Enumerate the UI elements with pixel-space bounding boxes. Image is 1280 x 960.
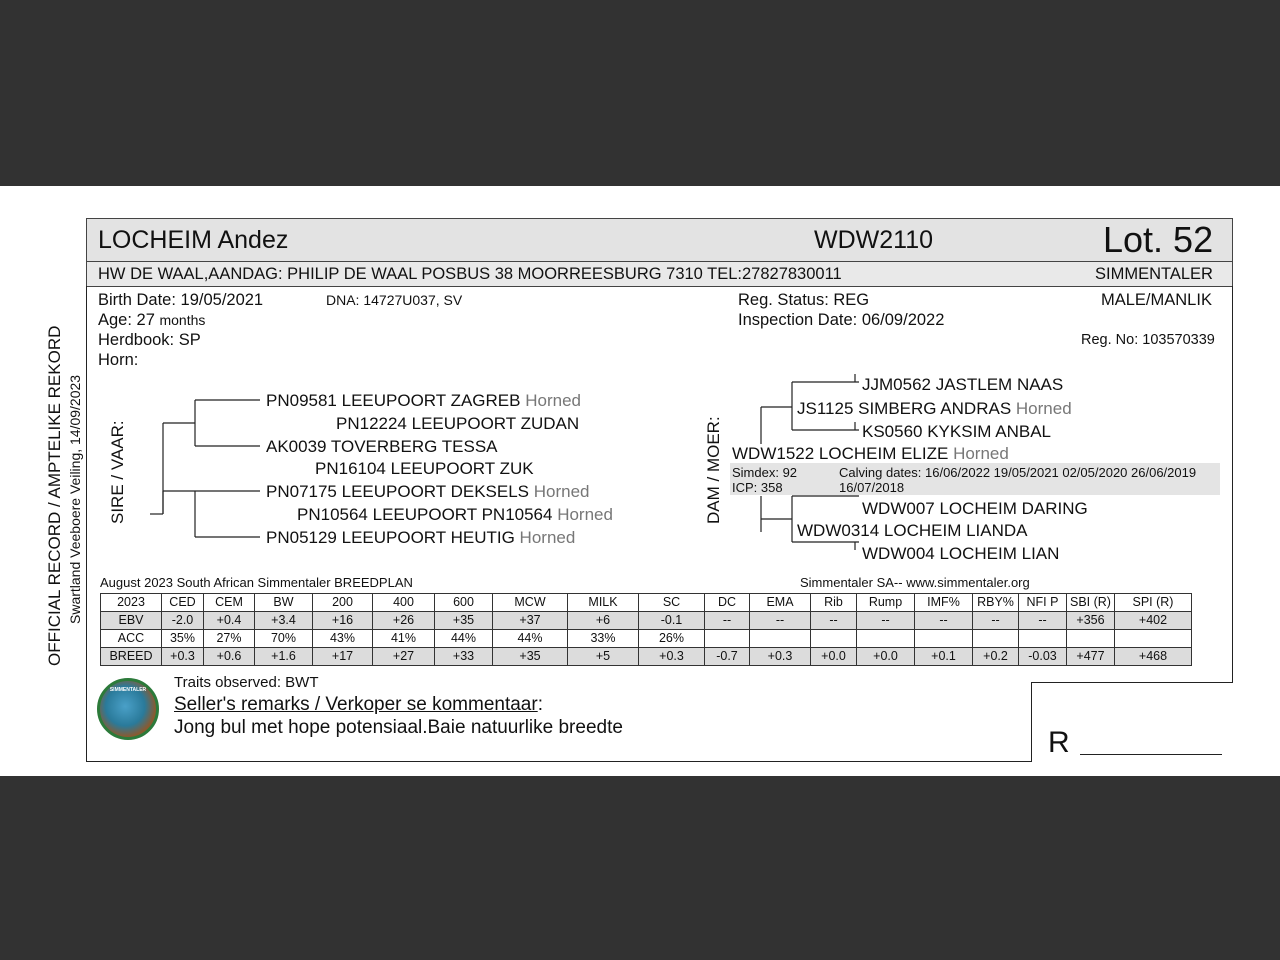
- sire-pedigree-lines: [150, 381, 270, 546]
- sire-dam-sire-horn: Horned: [557, 505, 613, 524]
- table-header-cell: IMF%: [915, 594, 973, 612]
- remarks-heading: [174, 694, 543, 716]
- table-cell: +468: [1115, 648, 1192, 666]
- table-cell: +0.4: [204, 612, 255, 630]
- table-cell: [1067, 630, 1115, 648]
- table-cell: 35%: [162, 630, 204, 648]
- traits-observed: Traits observed: BWT: [174, 674, 319, 691]
- table-cell: 43%: [313, 630, 373, 648]
- table-cell: 26%: [639, 630, 705, 648]
- table-cell: --: [705, 612, 750, 630]
- table-cell: -2.0: [162, 612, 204, 630]
- table-cell: +37: [493, 612, 568, 630]
- age: [98, 311, 205, 330]
- table-cell: +6: [568, 612, 639, 630]
- sire-dam-sire: [297, 505, 613, 525]
- dam-name: WDW1522 LOCHEIM ELIZE: [732, 444, 949, 463]
- table-header-cell: EMA: [750, 594, 811, 612]
- price-label: R: [1048, 726, 1070, 759]
- table-cell: --: [973, 612, 1019, 630]
- table-cell: +0.6: [204, 648, 255, 666]
- sire-dam-dam: [266, 528, 575, 548]
- table-header-cell: DC: [705, 594, 750, 612]
- card-border-left: [86, 286, 87, 762]
- table-header-cell: NFI P: [1019, 594, 1067, 612]
- table-cell: 41%: [373, 630, 435, 648]
- table-header-cell: Rib: [811, 594, 857, 612]
- table-header-cell: 600: [435, 594, 493, 612]
- table-cell: [811, 630, 857, 648]
- sire-dam-dam-horn: Horned: [519, 528, 576, 547]
- table-cell: --: [1019, 612, 1067, 630]
- simmentaler-logo-icon: [97, 678, 159, 740]
- table-cell: BREED: [101, 648, 162, 666]
- dna-info: DNA: 14727U037, SV: [326, 292, 463, 308]
- table-cell: ACC: [101, 630, 162, 648]
- sire-dam-dam-name: PN05129 LEEUPOORT HEUTIG: [266, 528, 515, 547]
- remarks-colon: :: [537, 694, 543, 715]
- logo-text: SIMMENTALER: [109, 687, 147, 693]
- dam: [732, 444, 1009, 464]
- table-cell: [705, 630, 750, 648]
- reg-number: Reg. No: 103570339: [1081, 332, 1215, 348]
- table-cell: +0.0: [857, 648, 915, 666]
- table-cell: +27: [373, 648, 435, 666]
- table-header-cell: SPI (R): [1115, 594, 1192, 612]
- table-cell: +402: [1115, 612, 1192, 630]
- table-cell: +5: [568, 648, 639, 666]
- sire-dam-sire-name: PN10564 LEEUPOORT PN10564: [297, 505, 553, 524]
- table-cell: -0.1: [639, 612, 705, 630]
- age-unit: months: [159, 312, 206, 328]
- dam-label: DAM / MOER:: [704, 416, 723, 524]
- dam-sire: [797, 399, 1072, 419]
- table-cell: +0.2: [973, 648, 1019, 666]
- dam-horn: Horned: [953, 444, 1009, 463]
- card-border-right: [1232, 286, 1233, 683]
- dam-sire-dam: KS0560 KYKSIM ANBAL: [862, 422, 1051, 441]
- breedplan-website: Simmentaler SA-- www.simmentaler.org: [800, 575, 1030, 590]
- table-cell: 44%: [435, 630, 493, 648]
- table-header-cell: 200: [313, 594, 373, 612]
- official-record-label: OFFICIAL RECORD / AMPTELIKE REKORD: [45, 325, 64, 666]
- sire-sire-horn: Horned: [525, 391, 581, 410]
- table-cell: +3.4: [255, 612, 313, 630]
- inspection-date: Inspection Date: 06/09/2022: [738, 311, 945, 329]
- sire-sire-sire: PN12224 LEEUPOORT ZUDAN: [336, 414, 580, 433]
- age-value: Age: 27: [98, 311, 155, 329]
- table-header-row: [101, 594, 1192, 612]
- table-cell: --: [915, 612, 973, 630]
- dam-sire-name: JS1125 SIMBERG ANDRAS: [797, 399, 1012, 418]
- table-cell: 33%: [568, 630, 639, 648]
- table-cell: +35: [493, 648, 568, 666]
- breedplan-title: August 2023 South African Simmentaler BREEDPLAN: [100, 575, 413, 590]
- table-cell: +0.3: [639, 648, 705, 666]
- reg-status: Reg. Status: REG: [738, 291, 870, 309]
- table-cell: 44%: [493, 630, 568, 648]
- sire-dam-name: PN07175 LEEUPOORT DEKSELS: [266, 482, 530, 501]
- table-cell: [1115, 630, 1192, 648]
- sire: PN16104 LEEUPOORT ZUK: [315, 459, 534, 478]
- sale-label: Swartland Veeboere Veiling, 14/09/2023: [67, 374, 83, 624]
- icp: ICP: 358: [732, 480, 783, 495]
- table-header-cell: SC: [639, 594, 705, 612]
- sire-sire-name: PN09581 LEEUPOORT ZAGREB: [266, 391, 521, 410]
- price-line: [1080, 754, 1222, 755]
- animal-id: WDW2110: [814, 226, 934, 254]
- table-cell: [915, 630, 973, 648]
- table-cell: +0.0: [811, 648, 857, 666]
- horn-status: Horn:: [98, 351, 139, 369]
- table-header-cell: CED: [162, 594, 204, 612]
- table-cell: --: [811, 612, 857, 630]
- breedplan-table: [100, 593, 1192, 666]
- remarks-label: Seller's remarks / Verkoper se kommentaar: [174, 694, 538, 715]
- herdbook: Herdbook: SP: [98, 331, 201, 349]
- sire-dam: [266, 482, 590, 502]
- table-header-cell: MCW: [493, 594, 568, 612]
- table-cell: +26: [373, 612, 435, 630]
- calving-dates: Calving dates: 16/06/2022 19/05/2021 02/05/2020 26/06/2019: [839, 465, 1197, 480]
- birth-date: Birth Date: 19/05/2021: [98, 291, 264, 309]
- table-header-cell: CEM: [204, 594, 255, 612]
- table-cell: 27%: [204, 630, 255, 648]
- table-cell: +0.1: [915, 648, 973, 666]
- table-cell: +16: [313, 612, 373, 630]
- table-row-acc: [101, 630, 1192, 648]
- table-cell: -0.7: [705, 648, 750, 666]
- dam-dam-sire: WDW007 LOCHEIM DARING: [862, 499, 1088, 518]
- sex: MALE/MANLIK: [1101, 291, 1212, 309]
- card-border-notch-left: [1031, 682, 1032, 762]
- sire-sire: [266, 391, 581, 411]
- sire-label: SIRE / VAAR:: [108, 420, 127, 524]
- simdex: Simdex: 92: [732, 465, 798, 480]
- catalog-page: [0, 186, 1280, 776]
- table-cell: +0.3: [750, 648, 811, 666]
- table-cell: --: [750, 612, 811, 630]
- owner-details: HW DE WAAL,AANDAG: PHILIP DE WAAL POSBUS 38 MOORREESBURG 7310 TEL:27827830011: [98, 265, 842, 283]
- dam-dam-dam: WDW004 LOCHEIM LIAN: [862, 544, 1060, 563]
- table-header-cell: SBI (R): [1067, 594, 1115, 612]
- calving-dates-cont: 16/07/2018: [839, 480, 905, 495]
- table-row-ebv: [101, 612, 1192, 630]
- table-header-cell: MILK: [568, 594, 639, 612]
- table-cell: EBV: [101, 612, 162, 630]
- table-row-breed: [101, 648, 1192, 666]
- table-cell: [857, 630, 915, 648]
- sire-sire-dam: AK0039 TOVERBERG TESSA: [266, 437, 498, 456]
- sire-dam-horn: Horned: [533, 482, 590, 501]
- dam-sire-sire: JJM0562 JASTLEM NAAS: [862, 375, 1064, 394]
- table-cell: +1.6: [255, 648, 313, 666]
- table-cell: +33: [435, 648, 493, 666]
- table-cell: -0.03: [1019, 648, 1067, 666]
- card-border-notch-top: [1032, 682, 1233, 683]
- table-cell: [973, 630, 1019, 648]
- table-cell: [750, 630, 811, 648]
- animal-name: LOCHEIM Andez: [98, 226, 289, 254]
- dam-sire-horn: Horned: [1015, 399, 1072, 418]
- table-header-cell: 400: [373, 594, 435, 612]
- table-header-cell: RBY%: [973, 594, 1019, 612]
- table-header-cell: Rump: [857, 594, 915, 612]
- card-border-bottom: [86, 761, 1032, 762]
- table-cell: +17: [313, 648, 373, 666]
- table-cell: 70%: [255, 630, 313, 648]
- table-header-cell: BW: [255, 594, 313, 612]
- lot-number: Lot. 52: [1103, 219, 1214, 260]
- table-header-cell: 2023: [101, 594, 162, 612]
- table-cell: +356: [1067, 612, 1115, 630]
- table-cell: +35: [435, 612, 493, 630]
- table-cell: +477: [1067, 648, 1115, 666]
- breed-name: SIMMENTALER: [1095, 265, 1213, 283]
- table-cell: [1019, 630, 1067, 648]
- table-cell: +0.3: [162, 648, 204, 666]
- seller-remarks: Jong bul met hope potensiaal.Baie natuurlike breedte: [174, 717, 623, 738]
- dam-dam: WDW0314 LOCHEIM LIANDA: [797, 521, 1028, 540]
- table-cell: --: [857, 612, 915, 630]
